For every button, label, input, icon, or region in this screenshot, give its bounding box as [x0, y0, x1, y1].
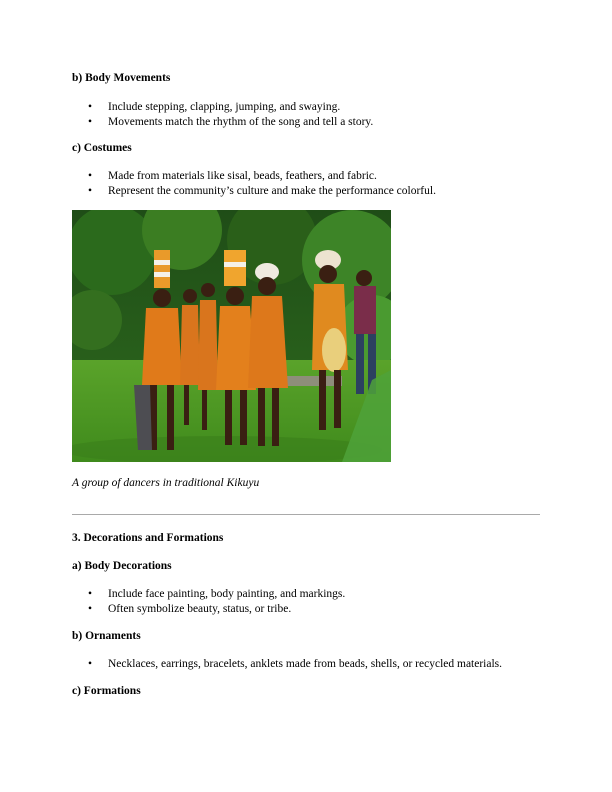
bullet-icon: •	[88, 170, 93, 182]
dancers-illustration	[72, 210, 391, 462]
heading-costumes: c) Costumes	[72, 142, 132, 154]
list-body-movements	[72, 100, 373, 129]
figure-caption: A group of dancers in traditional Kikuyu	[72, 477, 260, 489]
list-item: • Often symbolize beauty, status, or tribe.	[88, 602, 292, 615]
list-item: • Made from materials like sisal, beads, feathers, and fabric.	[88, 170, 377, 182]
list-item: • Include face painting, body painting, and markings.	[88, 588, 346, 600]
dancers-photo	[72, 210, 391, 462]
list-costumes	[72, 169, 436, 198]
horizontal-divider	[72, 514, 540, 515]
list-item: • Include stepping, clapping, jumping, and swaying.	[88, 101, 341, 113]
heading-formations: c) Formations	[72, 685, 141, 697]
heading-body-movements: b) Body Movements	[72, 72, 171, 84]
bullet-icon: •	[88, 602, 93, 615]
list-item: • Necklaces, earrings, bracelets, anklets made from beads, shells, or recycled materials.	[88, 658, 503, 670]
bullet-icon: •	[88, 658, 93, 670]
list-ornaments	[72, 657, 502, 672]
list-item: • Represent the community’s culture and make the performance colorful.	[88, 184, 436, 197]
bullet-icon: •	[88, 115, 93, 128]
bullet-icon: •	[88, 184, 93, 197]
bullet-icon: •	[88, 101, 93, 113]
list-item: • Movements match the rhythm of the song and tell a story.	[88, 115, 374, 128]
heading-body-decorations: a) Body Decorations	[72, 560, 172, 572]
heading-ornaments: b) Ornaments	[72, 630, 141, 642]
heading-decorations-formations: 3. Decorations and Formations	[72, 532, 224, 544]
list-body-decorations	[72, 587, 345, 616]
bullet-icon: •	[88, 588, 93, 600]
